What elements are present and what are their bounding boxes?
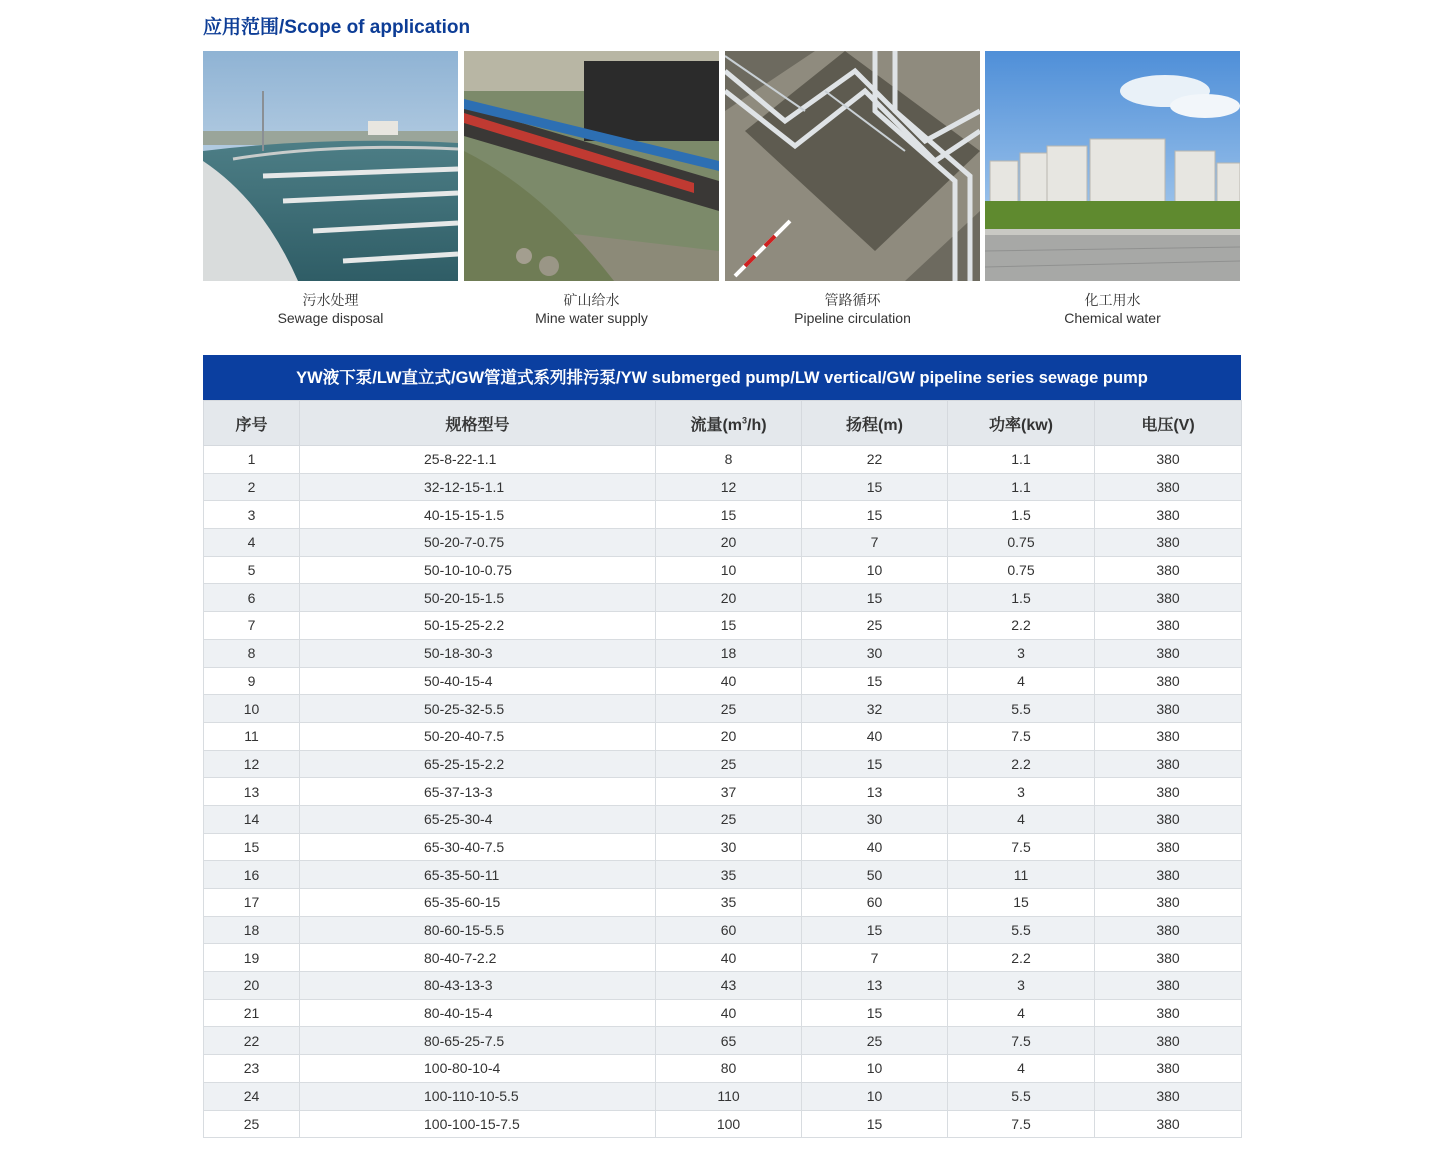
application-caption-en: Sewage disposal [277, 310, 384, 326]
table-row [204, 556, 1242, 584]
cell-flow: 100 [656, 1110, 802, 1138]
cell-flow: 18 [656, 639, 802, 667]
cell-power: 5.5 [948, 916, 1095, 944]
table-row [204, 1110, 1242, 1138]
table-row [204, 944, 1242, 972]
cell-head: 15 [802, 750, 948, 778]
cell-power: 3 [948, 972, 1095, 1000]
header-power: 功率(kw) [948, 401, 1095, 446]
table-row [204, 446, 1242, 474]
cell-power: 3 [948, 778, 1095, 806]
cell-power: 4 [948, 1055, 1095, 1083]
cell-flow: 12 [656, 473, 802, 501]
cell-model: 32-12-15-1.1 [300, 473, 656, 501]
cell-model: 65-35-60-15 [300, 889, 656, 917]
cell-model: 50-40-15-4 [300, 667, 656, 695]
cell-flow: 20 [656, 722, 802, 750]
cell-head: 10 [802, 1082, 948, 1110]
pump-spec-table [203, 355, 1241, 1138]
cell-voltage: 380 [1095, 1082, 1242, 1110]
cell-voltage: 380 [1095, 1027, 1242, 1055]
cell-flow: 35 [656, 889, 802, 917]
cell-model: 40-15-15-1.5 [300, 501, 656, 529]
cell-flow: 8 [656, 446, 802, 474]
cell-power: 1.1 [948, 473, 1095, 501]
table-row [204, 750, 1242, 778]
cell-flow: 25 [656, 695, 802, 723]
application-gallery [203, 51, 1240, 331]
cell-power: 3 [948, 639, 1095, 667]
table-header-row [204, 401, 1242, 446]
cell-voltage: 380 [1095, 612, 1242, 640]
cell-voltage: 380 [1095, 916, 1242, 944]
cell-model: 65-25-30-4 [300, 805, 656, 833]
cell-head: 15 [802, 584, 948, 612]
cell-no: 14 [204, 805, 300, 833]
cell-voltage: 380 [1095, 944, 1242, 972]
cell-no: 22 [204, 1027, 300, 1055]
table-row [204, 916, 1242, 944]
cell-voltage: 380 [1095, 667, 1242, 695]
cell-model: 80-60-15-5.5 [300, 916, 656, 944]
table-row [204, 1082, 1242, 1110]
table-body [204, 446, 1242, 1138]
cell-no: 16 [204, 861, 300, 889]
cell-no: 24 [204, 1082, 300, 1110]
cell-power: 0.75 [948, 529, 1095, 557]
cell-no: 17 [204, 889, 300, 917]
mine-pipeline-photo [464, 51, 719, 281]
header-no: 序号 [204, 401, 300, 446]
cell-no: 12 [204, 750, 300, 778]
cell-flow: 10 [656, 556, 802, 584]
cell-head: 40 [802, 722, 948, 750]
cell-flow: 65 [656, 1027, 802, 1055]
sewage-treatment-photo [203, 51, 458, 281]
cell-head: 15 [802, 999, 948, 1027]
cell-no: 6 [204, 584, 300, 612]
cell-no: 18 [204, 916, 300, 944]
cell-model: 50-20-15-1.5 [300, 584, 656, 612]
header-flow-suffix: /h) [747, 416, 767, 434]
cell-voltage: 380 [1095, 999, 1242, 1027]
cell-voltage: 380 [1095, 639, 1242, 667]
cell-model: 65-25-15-2.2 [300, 750, 656, 778]
cell-head: 7 [802, 529, 948, 557]
cell-power: 7.5 [948, 833, 1095, 861]
application-caption-cn: 化工用水 [1084, 292, 1141, 308]
cell-no: 15 [204, 833, 300, 861]
table-row [204, 584, 1242, 612]
header-flow-sup: 3 [742, 415, 748, 426]
header-head: 扬程(m) [802, 401, 948, 446]
cell-flow: 40 [656, 944, 802, 972]
table-row [204, 1027, 1242, 1055]
cell-head: 15 [802, 667, 948, 695]
table-row [204, 473, 1242, 501]
cell-power: 1.1 [948, 446, 1095, 474]
table-row [204, 667, 1242, 695]
application-caption-en: Chemical water [1064, 310, 1161, 326]
cell-model: 50-18-30-3 [300, 639, 656, 667]
cell-model: 100-100-15-7.5 [300, 1110, 656, 1138]
cell-no: 20 [204, 972, 300, 1000]
cell-no: 8 [204, 639, 300, 667]
cell-model: 80-40-7-2.2 [300, 944, 656, 972]
table-row [204, 639, 1242, 667]
cell-voltage: 380 [1095, 695, 1242, 723]
cell-flow: 20 [656, 584, 802, 612]
table-row [204, 999, 1242, 1027]
cell-model: 25-8-22-1.1 [300, 446, 656, 474]
application-caption-cn: 污水处理 [302, 292, 359, 308]
cell-power: 5.5 [948, 695, 1095, 723]
table-row [204, 805, 1242, 833]
cell-model: 50-15-25-2.2 [300, 612, 656, 640]
cell-head: 15 [802, 916, 948, 944]
cell-head: 7 [802, 944, 948, 972]
chemical-tanks-photo [985, 51, 1240, 281]
cell-model: 65-30-40-7.5 [300, 833, 656, 861]
cell-voltage: 380 [1095, 750, 1242, 778]
cell-power: 4 [948, 999, 1095, 1027]
table-title: YW液下泵/LW直立式/GW管道式系列排污泵/YW submerged pump/LW vertical/GW pipeline series sewage pump [203, 355, 1241, 400]
cell-head: 60 [802, 889, 948, 917]
cell-power: 2.2 [948, 750, 1095, 778]
cell-no: 21 [204, 999, 300, 1027]
cell-model: 100-110-10-5.5 [300, 1082, 656, 1110]
table-row [204, 972, 1242, 1000]
cell-no: 25 [204, 1110, 300, 1138]
cell-head: 25 [802, 612, 948, 640]
cell-voltage: 380 [1095, 501, 1242, 529]
cell-voltage: 380 [1095, 446, 1242, 474]
cell-flow: 110 [656, 1082, 802, 1110]
cell-model: 50-20-7-0.75 [300, 529, 656, 557]
cell-head: 10 [802, 556, 948, 584]
cell-power: 11 [948, 861, 1095, 889]
cell-power: 4 [948, 667, 1095, 695]
cell-model: 50-25-32-5.5 [300, 695, 656, 723]
cell-power: 1.5 [948, 501, 1095, 529]
cell-voltage: 380 [1095, 556, 1242, 584]
header-voltage: 电压(V) [1095, 401, 1242, 446]
cell-head: 40 [802, 833, 948, 861]
cell-flow: 30 [656, 833, 802, 861]
cell-model: 65-35-50-11 [300, 861, 656, 889]
cell-flow: 15 [656, 501, 802, 529]
application-caption-en: Pipeline circulation [794, 310, 911, 326]
cell-head: 30 [802, 805, 948, 833]
cell-flow: 35 [656, 861, 802, 889]
cell-head: 15 [802, 473, 948, 501]
spec-table [203, 400, 1242, 1138]
cell-no: 4 [204, 529, 300, 557]
table-row [204, 833, 1242, 861]
cell-voltage: 380 [1095, 972, 1242, 1000]
cell-model: 100-80-10-4 [300, 1055, 656, 1083]
cell-flow: 20 [656, 529, 802, 557]
cell-voltage: 380 [1095, 1110, 1242, 1138]
cell-voltage: 380 [1095, 833, 1242, 861]
cell-power: 4 [948, 805, 1095, 833]
application-caption-cn: 管路循环 [824, 292, 881, 308]
cell-no: 1 [204, 446, 300, 474]
cell-head: 50 [802, 861, 948, 889]
cell-model: 50-20-40-7.5 [300, 722, 656, 750]
table-row [204, 695, 1242, 723]
cell-flow: 37 [656, 778, 802, 806]
cell-model: 50-10-10-0.75 [300, 556, 656, 584]
table-row [204, 612, 1242, 640]
cell-no: 19 [204, 944, 300, 972]
cell-head: 13 [802, 778, 948, 806]
cell-power: 0.75 [948, 556, 1095, 584]
cell-no: 10 [204, 695, 300, 723]
table-row [204, 778, 1242, 806]
cell-voltage: 380 [1095, 722, 1242, 750]
cell-model: 80-65-25-7.5 [300, 1027, 656, 1055]
cell-voltage: 380 [1095, 889, 1242, 917]
cell-model: 65-37-13-3 [300, 778, 656, 806]
cell-power: 5.5 [948, 1082, 1095, 1110]
cell-flow: 40 [656, 999, 802, 1027]
cell-power: 2.2 [948, 944, 1095, 972]
cell-no: 13 [204, 778, 300, 806]
table-row [204, 501, 1242, 529]
header-flow [656, 401, 802, 446]
cell-head: 15 [802, 1110, 948, 1138]
table-row [204, 889, 1242, 917]
cell-head: 13 [802, 972, 948, 1000]
cell-no: 5 [204, 556, 300, 584]
cell-no: 7 [204, 612, 300, 640]
application-caption-en: Mine water supply [535, 310, 648, 326]
cell-power: 1.5 [948, 584, 1095, 612]
cell-voltage: 380 [1095, 1055, 1242, 1083]
cell-head: 30 [802, 639, 948, 667]
cell-voltage: 380 [1095, 778, 1242, 806]
cell-model: 80-40-15-4 [300, 999, 656, 1027]
table-row [204, 861, 1242, 889]
cell-flow: 15 [656, 612, 802, 640]
cell-head: 15 [802, 501, 948, 529]
cell-power: 7.5 [948, 1110, 1095, 1138]
header-model: 规格型号 [300, 401, 656, 446]
cell-head: 10 [802, 1055, 948, 1083]
cell-voltage: 380 [1095, 861, 1242, 889]
table-row [204, 722, 1242, 750]
cell-flow: 43 [656, 972, 802, 1000]
application-caption-cn: 矿山给水 [563, 292, 620, 308]
cell-no: 11 [204, 722, 300, 750]
cell-flow: 25 [656, 750, 802, 778]
cell-no: 2 [204, 473, 300, 501]
cell-voltage: 380 [1095, 805, 1242, 833]
cell-no: 23 [204, 1055, 300, 1083]
cell-power: 7.5 [948, 722, 1095, 750]
cell-flow: 40 [656, 667, 802, 695]
section-title: 应用范围/Scope of application [203, 17, 471, 38]
cell-no: 9 [204, 667, 300, 695]
cell-flow: 25 [656, 805, 802, 833]
cell-voltage: 380 [1095, 529, 1242, 557]
cell-voltage: 380 [1095, 584, 1242, 612]
cell-flow: 80 [656, 1055, 802, 1083]
cell-no: 3 [204, 501, 300, 529]
cell-head: 32 [802, 695, 948, 723]
cell-power: 2.2 [948, 612, 1095, 640]
table-row [204, 529, 1242, 557]
cell-power: 7.5 [948, 1027, 1095, 1055]
table-row [204, 1055, 1242, 1083]
cell-model: 80-43-13-3 [300, 972, 656, 1000]
header-flow-prefix: 流量(m [690, 416, 742, 434]
cell-power: 15 [948, 889, 1095, 917]
pipeline-aerial-photo [725, 51, 980, 281]
cell-voltage: 380 [1095, 473, 1242, 501]
cell-head: 22 [802, 446, 948, 474]
cell-head: 25 [802, 1027, 948, 1055]
cell-flow: 60 [656, 916, 802, 944]
